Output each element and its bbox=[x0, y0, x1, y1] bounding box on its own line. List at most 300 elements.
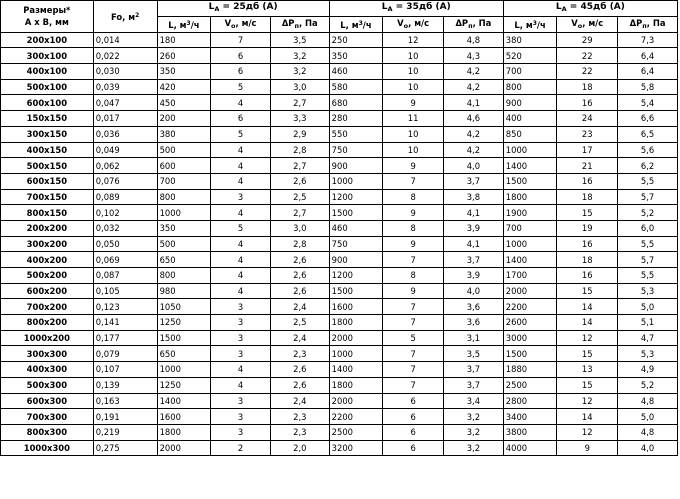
area-cell: 0,102 bbox=[93, 205, 157, 221]
size-cell: 600x150 bbox=[1, 173, 94, 189]
velocity-cell: 8 bbox=[383, 189, 444, 205]
velocity-cell: 18 bbox=[557, 79, 618, 95]
velocity-cell: 12 bbox=[557, 330, 618, 346]
pressure-loss-cell: 5,0 bbox=[618, 409, 678, 425]
velocity-cell: 16 bbox=[557, 95, 618, 111]
pressure-loss-cell: 3,2 bbox=[444, 424, 504, 440]
flow-rate-cell: 3800 bbox=[503, 424, 557, 440]
table-row bbox=[1, 158, 678, 174]
table-row bbox=[1, 424, 678, 440]
pressure-loss-cell: 3,2 bbox=[444, 409, 504, 425]
size-cell: 800x300 bbox=[1, 424, 94, 440]
table-row bbox=[1, 220, 678, 236]
header-l-sup: 3 bbox=[532, 19, 537, 27]
flow-rate-cell: 580 bbox=[329, 79, 383, 95]
pressure-loss-cell: 6,4 bbox=[618, 48, 678, 64]
header-v-sub: o bbox=[577, 21, 583, 30]
pressure-loss-cell: 4,2 bbox=[444, 126, 504, 142]
velocity-cell: 15 bbox=[557, 346, 618, 362]
flow-rate-cell: 280 bbox=[329, 111, 383, 127]
flow-rate-cell: 1000 bbox=[329, 346, 383, 362]
flow-rate-cell: 350 bbox=[157, 64, 211, 80]
flow-rate-cell: 1900 bbox=[503, 205, 557, 221]
header-size-line1: Размеры* bbox=[23, 5, 71, 16]
pressure-loss-cell: 2,4 bbox=[270, 393, 329, 409]
table-row bbox=[1, 440, 678, 456]
pressure-loss-cell: 5,5 bbox=[618, 173, 678, 189]
pressure-loss-cell: 2,7 bbox=[270, 158, 329, 174]
pressure-loss-cell: 2,7 bbox=[270, 95, 329, 111]
velocity-cell: 9 bbox=[383, 283, 444, 299]
pressure-loss-cell: 2,4 bbox=[270, 330, 329, 346]
velocity-cell: 7 bbox=[383, 377, 444, 393]
header-l-prefix: L, м bbox=[514, 19, 533, 30]
velocity-cell: 10 bbox=[383, 126, 444, 142]
pressure-loss-cell: 2,4 bbox=[270, 299, 329, 315]
table-row bbox=[1, 142, 678, 158]
flow-rate-cell: 460 bbox=[329, 64, 383, 80]
flow-rate-cell: 500 bbox=[157, 236, 211, 252]
velocity-cell: 4 bbox=[211, 158, 271, 174]
size-cell: 800x150 bbox=[1, 205, 94, 221]
header-l-sup: 3 bbox=[186, 19, 191, 27]
header-dp-sub: п bbox=[294, 21, 299, 30]
flow-rate-cell: 1500 bbox=[329, 205, 383, 221]
area-cell: 0,141 bbox=[93, 315, 157, 331]
header-fo-prefix: Fo, м bbox=[111, 11, 136, 22]
velocity-cell: 16 bbox=[557, 236, 618, 252]
table-row bbox=[1, 283, 678, 299]
pressure-loss-cell: 5,0 bbox=[618, 299, 678, 315]
header-group-sub: A bbox=[214, 5, 220, 14]
table-row bbox=[1, 268, 678, 284]
flow-rate-cell: 1000 bbox=[503, 236, 557, 252]
header-l-suffix: /ч bbox=[536, 19, 546, 30]
area-cell: 0,069 bbox=[93, 252, 157, 268]
pressure-loss-cell: 3,0 bbox=[270, 220, 329, 236]
flow-rate-cell: 350 bbox=[329, 48, 383, 64]
flow-rate-cell: 650 bbox=[157, 252, 211, 268]
area-cell: 0,163 bbox=[93, 393, 157, 409]
pressure-loss-cell: 2,3 bbox=[270, 409, 329, 425]
flow-rate-cell: 700 bbox=[503, 64, 557, 80]
flow-rate-cell: 420 bbox=[157, 79, 211, 95]
velocity-cell: 13 bbox=[557, 362, 618, 378]
area-cell: 0,079 bbox=[93, 346, 157, 362]
velocity-cell: 7 bbox=[383, 362, 444, 378]
flow-rate-cell: 380 bbox=[503, 32, 557, 48]
flow-rate-cell: 1000 bbox=[503, 142, 557, 158]
size-cell: 1000x300 bbox=[1, 440, 94, 456]
velocity-cell: 7 bbox=[383, 346, 444, 362]
pressure-loss-cell: 4,8 bbox=[618, 424, 678, 440]
area-cell: 0,177 bbox=[93, 330, 157, 346]
area-cell: 0,139 bbox=[93, 377, 157, 393]
velocity-cell: 6 bbox=[211, 111, 271, 127]
flow-rate-cell: 1400 bbox=[329, 362, 383, 378]
flow-rate-cell: 1250 bbox=[157, 315, 211, 331]
flow-rate-cell: 800 bbox=[157, 189, 211, 205]
header-flow-rate bbox=[329, 16, 383, 32]
header-fo-sup: 2 bbox=[135, 11, 140, 19]
area-cell: 0,049 bbox=[93, 142, 157, 158]
pressure-loss-cell: 3,4 bbox=[444, 393, 504, 409]
header-flow-rate bbox=[157, 16, 211, 32]
pressure-loss-cell: 3,0 bbox=[270, 79, 329, 95]
pressure-loss-cell: 5,6 bbox=[618, 142, 678, 158]
header-dp-prefix: ΔP bbox=[629, 17, 643, 28]
flow-rate-cell: 900 bbox=[503, 95, 557, 111]
velocity-cell: 4 bbox=[211, 236, 271, 252]
flow-rate-cell: 1800 bbox=[329, 315, 383, 331]
pressure-loss-cell: 5,5 bbox=[618, 268, 678, 284]
pressure-loss-cell: 3,8 bbox=[444, 189, 504, 205]
velocity-cell: 5 bbox=[211, 126, 271, 142]
velocity-cell: 3 bbox=[211, 189, 271, 205]
table-row bbox=[1, 252, 678, 268]
velocity-cell: 3 bbox=[211, 409, 271, 425]
flow-rate-cell: 520 bbox=[503, 48, 557, 64]
header-dp-prefix: ΔP bbox=[281, 17, 295, 28]
flow-rate-cell: 2000 bbox=[503, 283, 557, 299]
velocity-cell: 3 bbox=[211, 330, 271, 346]
flow-rate-cell: 3000 bbox=[503, 330, 557, 346]
table-row bbox=[1, 236, 678, 252]
velocity-cell: 3 bbox=[211, 315, 271, 331]
header-group-value: = 45дб (A) bbox=[566, 2, 625, 13]
velocity-cell: 12 bbox=[557, 424, 618, 440]
size-cell: 300x200 bbox=[1, 236, 94, 252]
flow-rate-cell: 900 bbox=[329, 158, 383, 174]
size-cell: 400x200 bbox=[1, 252, 94, 268]
velocity-cell: 7 bbox=[383, 299, 444, 315]
header-dp-prefix: ΔP bbox=[455, 17, 469, 28]
pressure-loss-cell: 2,6 bbox=[270, 362, 329, 378]
velocity-cell: 10 bbox=[383, 79, 444, 95]
pressure-loss-cell: 4,0 bbox=[444, 158, 504, 174]
header-flow-rate bbox=[503, 16, 557, 32]
flow-rate-cell: 1880 bbox=[503, 362, 557, 378]
table-row bbox=[1, 173, 678, 189]
area-cell: 0,036 bbox=[93, 126, 157, 142]
velocity-cell: 6 bbox=[383, 409, 444, 425]
size-cell: 600x300 bbox=[1, 393, 94, 409]
area-cell: 0,191 bbox=[93, 409, 157, 425]
header-v-sub: o bbox=[231, 21, 236, 30]
size-cell: 200x200 bbox=[1, 220, 94, 236]
pressure-loss-cell: 3,1 bbox=[444, 330, 504, 346]
header-l-prefix: L, м bbox=[340, 19, 359, 30]
pressure-loss-cell: 4,6 bbox=[444, 111, 504, 127]
table-row bbox=[1, 111, 678, 127]
table-body bbox=[1, 32, 678, 456]
velocity-cell: 15 bbox=[557, 205, 618, 221]
velocity-cell: 14 bbox=[557, 299, 618, 315]
table-row bbox=[1, 377, 678, 393]
header-dp-suffix: , Па bbox=[646, 17, 666, 28]
size-cell: 500x150 bbox=[1, 158, 94, 174]
velocity-cell: 9 bbox=[557, 440, 618, 456]
size-cell: 800x200 bbox=[1, 315, 94, 331]
pressure-loss-cell: 6,0 bbox=[618, 220, 678, 236]
area-cell: 0,030 bbox=[93, 64, 157, 80]
header-dp-suffix: , Па bbox=[472, 17, 492, 28]
pressure-loss-cell: 2,7 bbox=[270, 205, 329, 221]
flow-rate-cell: 1500 bbox=[329, 283, 383, 299]
header-dp-sub: п bbox=[468, 21, 473, 30]
velocity-cell: 7 bbox=[211, 32, 271, 48]
flow-rate-cell: 850 bbox=[503, 126, 557, 142]
size-cell: 500x300 bbox=[1, 377, 94, 393]
size-cell: 700x150 bbox=[1, 189, 94, 205]
header-v-suffix: , м/с bbox=[235, 17, 257, 28]
pressure-loss-cell: 6,4 bbox=[618, 64, 678, 80]
pressure-loss-cell: 3,5 bbox=[444, 346, 504, 362]
flow-rate-cell: 450 bbox=[157, 95, 211, 111]
pressure-loss-cell: 4,1 bbox=[444, 236, 504, 252]
pressure-loss-cell: 4,3 bbox=[444, 48, 504, 64]
flow-rate-cell: 1600 bbox=[329, 299, 383, 315]
header-l-suffix: /ч bbox=[362, 19, 372, 30]
flow-rate-cell: 1050 bbox=[157, 299, 211, 315]
velocity-cell: 8 bbox=[383, 220, 444, 236]
velocity-cell: 6 bbox=[211, 64, 271, 80]
table-row bbox=[1, 330, 678, 346]
table-row bbox=[1, 346, 678, 362]
pressure-loss-cell: 2,3 bbox=[270, 424, 329, 440]
size-cell: 600x100 bbox=[1, 95, 94, 111]
flow-rate-cell: 1000 bbox=[157, 362, 211, 378]
velocity-cell: 17 bbox=[557, 142, 618, 158]
flow-rate-cell: 650 bbox=[157, 346, 211, 362]
flow-rate-cell: 1800 bbox=[329, 377, 383, 393]
table-row bbox=[1, 126, 678, 142]
area-cell: 0,089 bbox=[93, 189, 157, 205]
velocity-cell: 18 bbox=[557, 252, 618, 268]
flow-rate-cell: 380 bbox=[157, 126, 211, 142]
area-cell: 0,047 bbox=[93, 95, 157, 111]
velocity-cell: 3 bbox=[211, 299, 271, 315]
area-cell: 0,050 bbox=[93, 236, 157, 252]
flow-rate-cell: 1000 bbox=[157, 205, 211, 221]
velocity-cell: 6 bbox=[383, 424, 444, 440]
velocity-cell: 23 bbox=[557, 126, 618, 142]
pressure-loss-cell: 4,0 bbox=[444, 283, 504, 299]
pressure-loss-cell: 2,3 bbox=[270, 346, 329, 362]
pressure-loss-cell: 3,7 bbox=[444, 252, 504, 268]
pressure-loss-cell: 4,0 bbox=[618, 440, 678, 456]
velocity-cell: 3 bbox=[211, 393, 271, 409]
velocity-cell: 29 bbox=[557, 32, 618, 48]
pressure-loss-cell: 2,6 bbox=[270, 377, 329, 393]
velocity-cell: 6 bbox=[383, 393, 444, 409]
header-group-25db bbox=[157, 1, 329, 17]
pressure-loss-cell: 4,9 bbox=[618, 362, 678, 378]
velocity-cell: 22 bbox=[557, 48, 618, 64]
table-row bbox=[1, 409, 678, 425]
size-cell: 400x300 bbox=[1, 362, 94, 378]
velocity-cell: 16 bbox=[557, 268, 618, 284]
size-cell: 400x150 bbox=[1, 142, 94, 158]
header-v-prefix: V bbox=[397, 17, 404, 28]
table-row bbox=[1, 299, 678, 315]
header-l-suffix: /ч bbox=[190, 19, 200, 30]
area-cell: 0,105 bbox=[93, 283, 157, 299]
flow-rate-cell: 600 bbox=[157, 158, 211, 174]
pressure-loss-cell: 3,7 bbox=[444, 377, 504, 393]
pressure-loss-cell: 6,2 bbox=[618, 158, 678, 174]
flow-rate-cell: 260 bbox=[157, 48, 211, 64]
flow-rate-cell: 680 bbox=[329, 95, 383, 111]
velocity-cell: 7 bbox=[383, 315, 444, 331]
flow-rate-cell: 500 bbox=[157, 142, 211, 158]
velocity-cell: 8 bbox=[383, 268, 444, 284]
pressure-loss-cell: 5,4 bbox=[618, 95, 678, 111]
pressure-loss-cell: 4,2 bbox=[444, 64, 504, 80]
pressure-loss-cell: 5,7 bbox=[618, 189, 678, 205]
flow-rate-cell: 1500 bbox=[503, 346, 557, 362]
flow-rate-cell: 350 bbox=[157, 220, 211, 236]
header-v-suffix: , м/с bbox=[408, 17, 430, 28]
velocity-cell: 4 bbox=[211, 268, 271, 284]
size-cell: 150x150 bbox=[1, 111, 94, 127]
velocity-cell: 15 bbox=[557, 377, 618, 393]
pressure-loss-cell: 5,7 bbox=[618, 252, 678, 268]
area-cell: 0,032 bbox=[93, 220, 157, 236]
header-group-sub: A bbox=[387, 5, 393, 14]
velocity-cell: 11 bbox=[383, 111, 444, 127]
pressure-loss-cell: 7,3 bbox=[618, 32, 678, 48]
pressure-loss-cell: 3,5 bbox=[270, 32, 329, 48]
velocity-cell: 9 bbox=[383, 236, 444, 252]
velocity-cell: 12 bbox=[557, 393, 618, 409]
table-row bbox=[1, 315, 678, 331]
pressure-loss-cell: 2,8 bbox=[270, 142, 329, 158]
pressure-loss-cell: 5,5 bbox=[618, 236, 678, 252]
velocity-cell: 3 bbox=[211, 424, 271, 440]
flow-rate-cell: 2000 bbox=[329, 330, 383, 346]
header-v-suffix: , м/с bbox=[582, 17, 604, 28]
flow-rate-cell: 1250 bbox=[157, 377, 211, 393]
velocity-cell: 5 bbox=[383, 330, 444, 346]
velocity-cell: 4 bbox=[211, 142, 271, 158]
flow-rate-cell: 1500 bbox=[157, 330, 211, 346]
area-cell: 0,062 bbox=[93, 158, 157, 174]
velocity-cell: 7 bbox=[383, 252, 444, 268]
table-row bbox=[1, 393, 678, 409]
pressure-loss-cell: 3,9 bbox=[444, 268, 504, 284]
flow-rate-cell: 1400 bbox=[503, 252, 557, 268]
header-v-sub: o bbox=[403, 21, 409, 30]
size-cell: 600x200 bbox=[1, 283, 94, 299]
header-fo bbox=[93, 1, 157, 33]
pressure-loss-cell: 3,7 bbox=[444, 173, 504, 189]
area-cell: 0,039 bbox=[93, 79, 157, 95]
flow-rate-cell: 1400 bbox=[503, 158, 557, 174]
flow-rate-cell: 2600 bbox=[503, 315, 557, 331]
header-group-45db bbox=[503, 1, 677, 17]
header-size-line2: A x B, мм bbox=[24, 17, 69, 28]
velocity-cell: 4 bbox=[211, 173, 271, 189]
area-cell: 0,107 bbox=[93, 362, 157, 378]
pressure-loss-cell: 4,1 bbox=[444, 205, 504, 221]
pressure-loss-cell: 5,3 bbox=[618, 283, 678, 299]
pressure-loss-cell: 3,7 bbox=[444, 362, 504, 378]
velocity-cell: 4 bbox=[211, 283, 271, 299]
header-dp-sub: п bbox=[642, 21, 647, 30]
pressure-loss-cell: 5,2 bbox=[618, 377, 678, 393]
pressure-loss-cell: 3,2 bbox=[270, 64, 329, 80]
pressure-loss-cell: 4,7 bbox=[618, 330, 678, 346]
velocity-cell: 24 bbox=[557, 111, 618, 127]
flow-rate-cell: 1700 bbox=[503, 268, 557, 284]
table-row bbox=[1, 205, 678, 221]
header-velocity bbox=[557, 16, 618, 32]
flow-rate-cell: 2000 bbox=[329, 393, 383, 409]
table-row bbox=[1, 95, 678, 111]
header-dp-suffix: , Па bbox=[298, 17, 318, 28]
velocity-cell: 9 bbox=[383, 158, 444, 174]
header-group-35db bbox=[329, 1, 503, 17]
size-cell: 300x150 bbox=[1, 126, 94, 142]
pressure-loss-cell: 5,2 bbox=[618, 205, 678, 221]
flow-rate-cell: 460 bbox=[329, 220, 383, 236]
pressure-loss-cell: 2,5 bbox=[270, 315, 329, 331]
pressure-loss-cell: 2,6 bbox=[270, 173, 329, 189]
header-group-row bbox=[1, 1, 678, 17]
header-l-prefix: L, м bbox=[168, 19, 187, 30]
pressure-loss-cell: 4,8 bbox=[444, 32, 504, 48]
header-pressure-loss bbox=[618, 16, 678, 32]
table-row bbox=[1, 48, 678, 64]
pressure-loss-cell: 6,6 bbox=[618, 111, 678, 127]
table-row bbox=[1, 189, 678, 205]
velocity-cell: 14 bbox=[557, 315, 618, 331]
size-cell: 1000x200 bbox=[1, 330, 94, 346]
area-cell: 0,014 bbox=[93, 32, 157, 48]
pressure-loss-cell: 5,1 bbox=[618, 315, 678, 331]
velocity-cell: 10 bbox=[383, 142, 444, 158]
flow-rate-cell: 900 bbox=[329, 252, 383, 268]
size-cell: 700x300 bbox=[1, 409, 94, 425]
pressure-loss-cell: 2,6 bbox=[270, 268, 329, 284]
velocity-cell: 10 bbox=[383, 48, 444, 64]
flow-rate-cell: 800 bbox=[157, 268, 211, 284]
flow-rate-cell: 3200 bbox=[329, 440, 383, 456]
pressure-loss-cell: 3,6 bbox=[444, 315, 504, 331]
header-l-sup: 3 bbox=[358, 19, 363, 27]
area-cell: 0,076 bbox=[93, 173, 157, 189]
flow-rate-cell: 2500 bbox=[503, 377, 557, 393]
size-cell: 500x200 bbox=[1, 268, 94, 284]
table-row bbox=[1, 64, 678, 80]
velocity-cell: 7 bbox=[383, 173, 444, 189]
flow-rate-cell: 980 bbox=[157, 283, 211, 299]
table-header bbox=[1, 1, 678, 33]
pressure-loss-cell: 4,1 bbox=[444, 95, 504, 111]
header-size bbox=[1, 1, 94, 33]
pressure-loss-cell: 2,6 bbox=[270, 283, 329, 299]
flow-rate-cell: 1200 bbox=[329, 189, 383, 205]
velocity-cell: 9 bbox=[383, 95, 444, 111]
velocity-cell: 4 bbox=[211, 205, 271, 221]
velocity-cell: 22 bbox=[557, 64, 618, 80]
table-row bbox=[1, 79, 678, 95]
size-cell: 200x100 bbox=[1, 32, 94, 48]
flow-rate-cell: 2200 bbox=[329, 409, 383, 425]
table-row bbox=[1, 362, 678, 378]
header-group-value: = 25дб (A) bbox=[219, 2, 278, 13]
